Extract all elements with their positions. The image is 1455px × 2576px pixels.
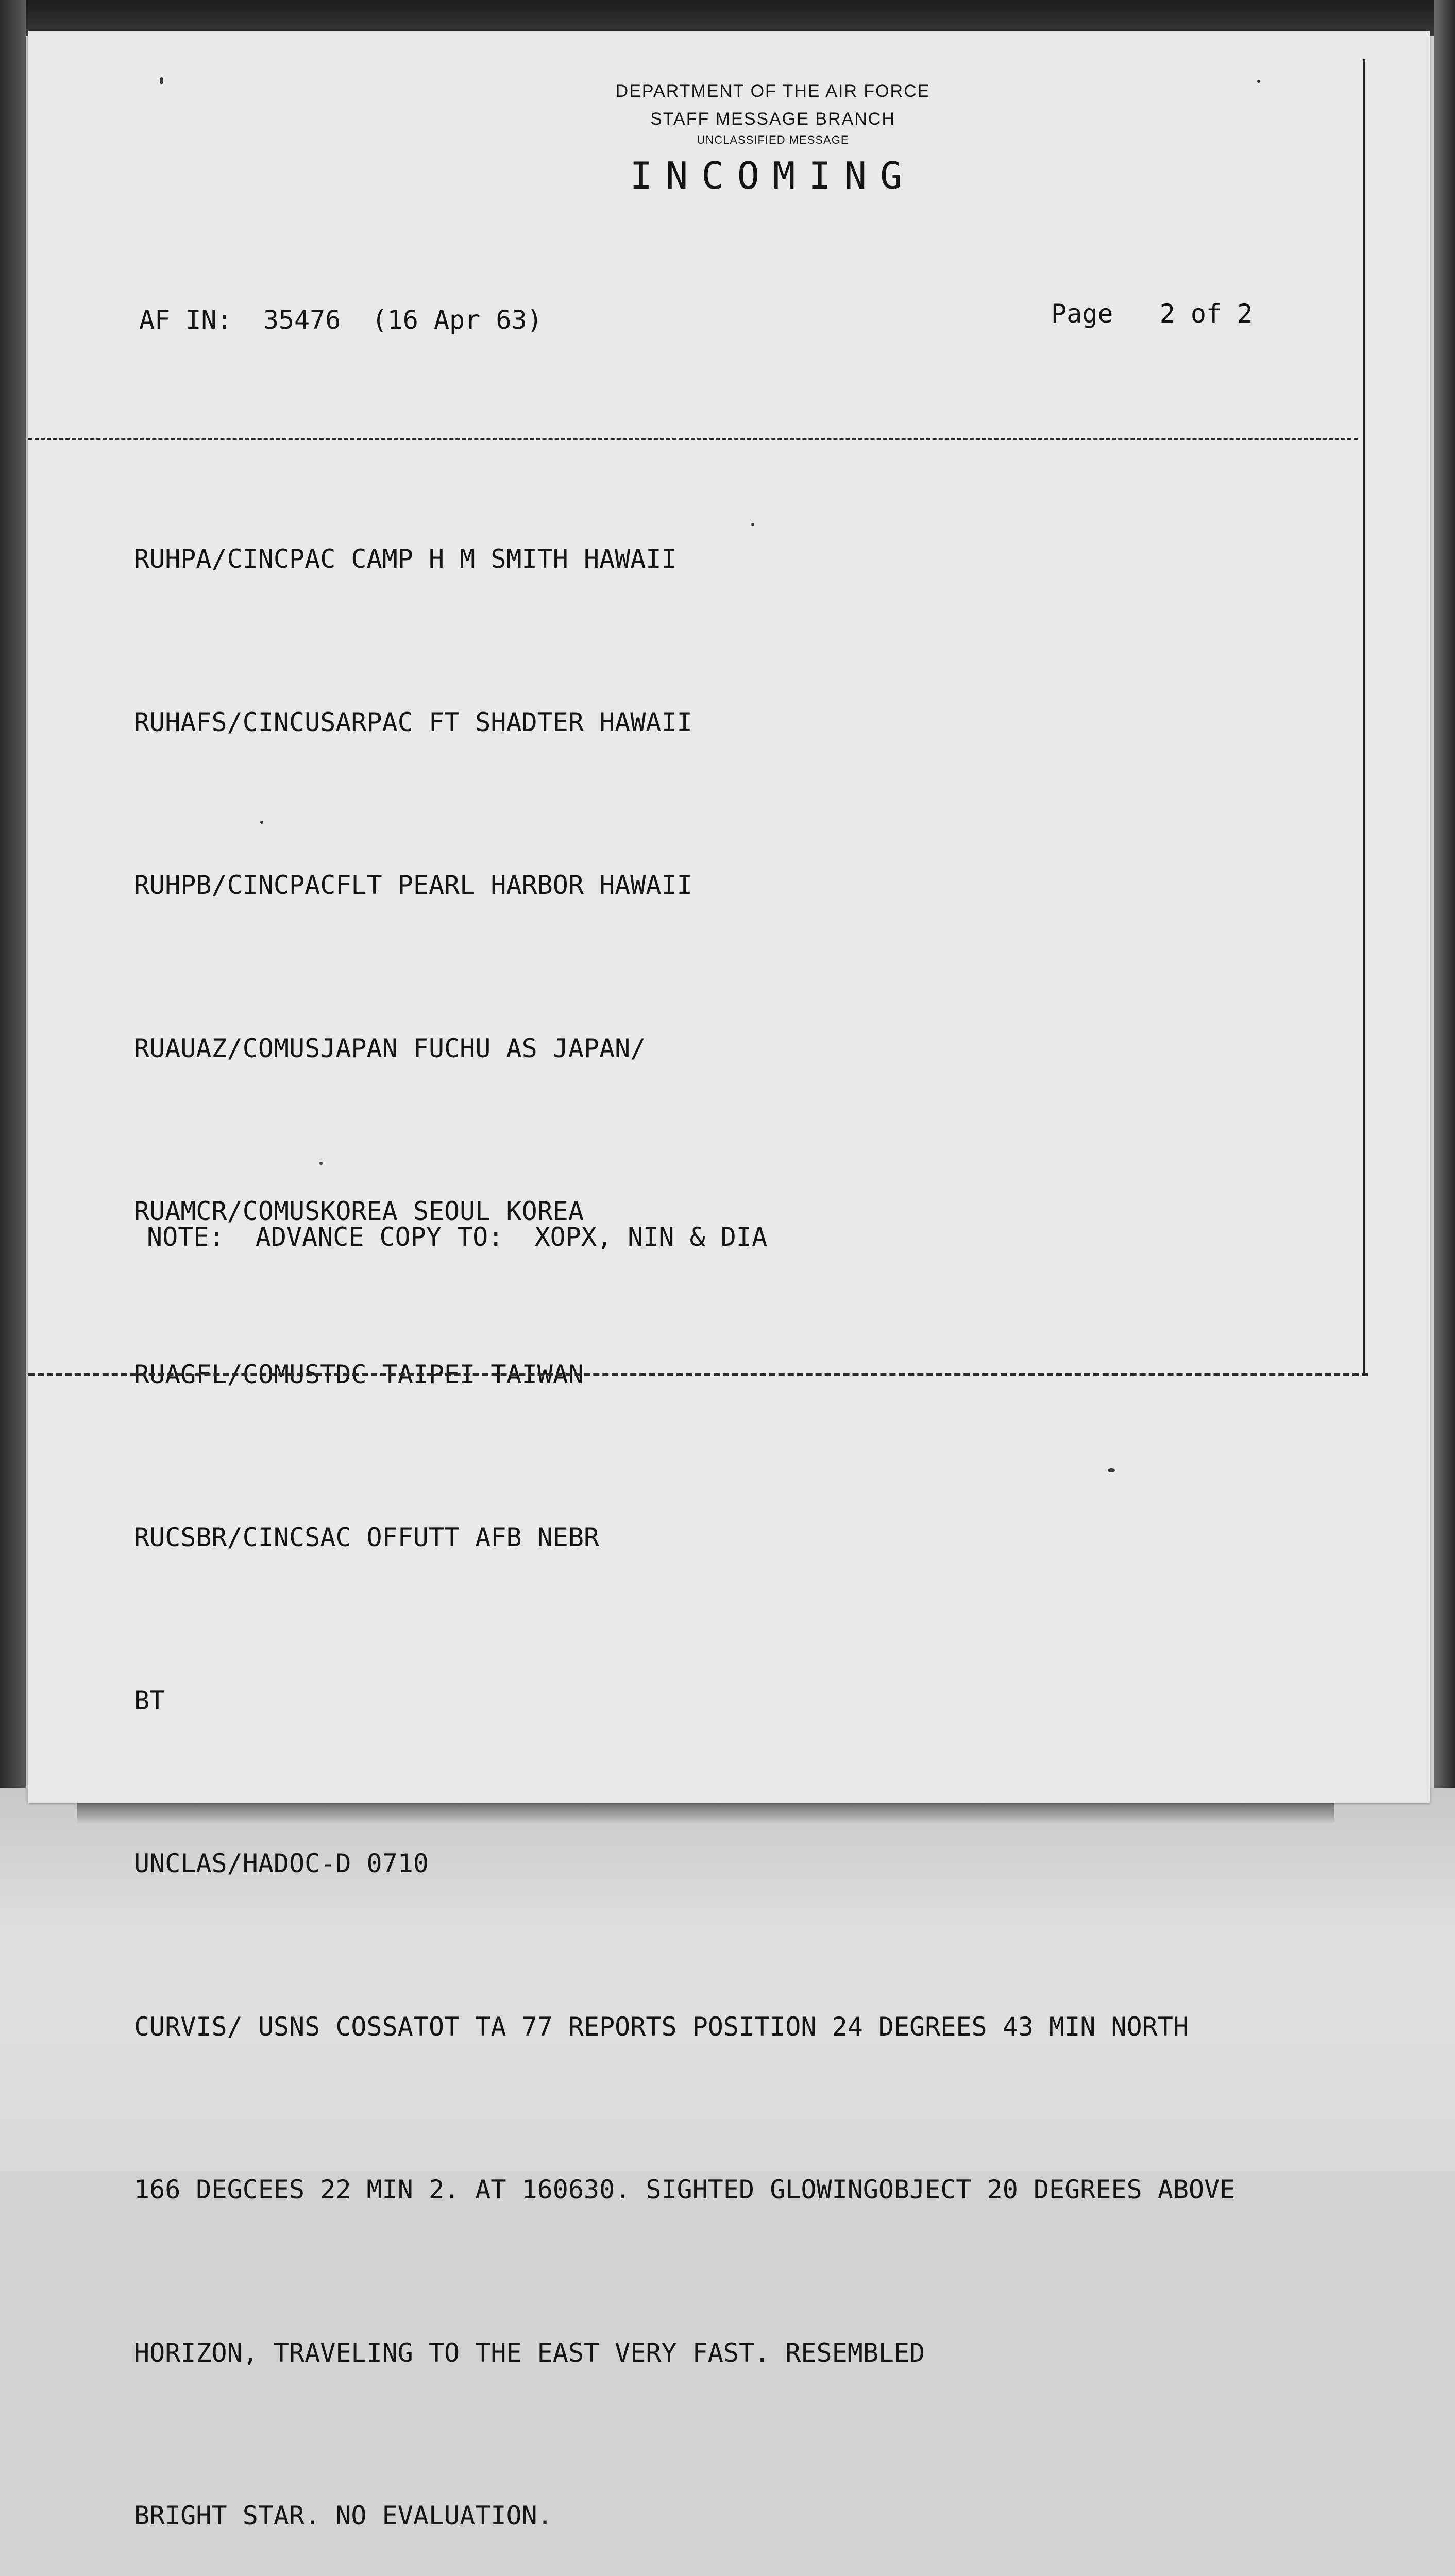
message-body: [134, 423, 1235, 2576]
message-line: HORIZON, TRAVELING TO THE EAST VERY FAST. RESEMBLED: [134, 2337, 925, 2368]
scan-speck: [1257, 80, 1260, 83]
scan-speck: [1108, 1468, 1115, 1472]
right-margin-rule: [1363, 59, 1365, 1376]
message-header: [489, 77, 1056, 204]
message-line: CURVIS/ USNS COSSATOT TA 77 REPORTS POSITION 24 DEGREES 43 MIN NORTH: [134, 2011, 1189, 2042]
message-line: RUAGFL/COMUSTDC TAIPEI TAIWAN: [134, 1359, 584, 1389]
message-line: RUCSBR/CINCSAC OFFUTT AFB NEBR: [134, 1522, 600, 1552]
scan-speck: [319, 1162, 323, 1165]
message-line: RUHPA/CINCPAC CAMP H M SMITH HAWAII: [134, 544, 677, 574]
classification-label: UNCLASSIFIED MESSAGE: [697, 133, 849, 146]
scan-edge-right: [1434, 0, 1455, 1803]
branch-name: STAFF MESSAGE BRANCH: [650, 109, 895, 129]
department-name: DEPARTMENT OF THE AIR FORCE: [615, 81, 930, 101]
message-line: RUAUAZ/COMUSJAPAN FUCHU AS JAPAN/: [134, 1033, 646, 1063]
message-line: RUHPB/CINCPACFLT PEARL HARBOR HAWAII: [134, 870, 692, 900]
scan-speck: [160, 77, 163, 84]
message-line: BRIGHT STAR. NO EVALUATION.: [134, 2501, 553, 2531]
message-line: BT: [134, 1685, 165, 1716]
incoming-title: INCOMING: [630, 154, 916, 197]
scan-edge-left: [0, 0, 26, 1793]
advance-copy-note: NOTE: ADVANCE COPY TO: XOPX, NIN & DIA: [147, 1222, 768, 1252]
page-number: Page 2 of 2: [1051, 299, 1253, 329]
scan-speck: [260, 821, 263, 824]
scan-speck: [751, 523, 754, 526]
message-line: RUHAFS/CINCUSARPAC FT SHADTER HAWAII: [134, 707, 692, 737]
message-line: 166 DEGCEES 22 MIN 2. AT 160630. SIGHTED GLOWINGOBJECT 20 DEGREES ABOVE: [134, 2175, 1236, 2205]
message-line: UNCLAS/HADOC-D 0710: [134, 1849, 429, 1878]
af-in-reference: AF IN: 35476 (16 Apr 63): [139, 305, 543, 335]
message-line: RUAMCR/COMUSKOREA SEOUL KOREA: [134, 1196, 584, 1226]
bottom-tear-line: [28, 1373, 1368, 1376]
